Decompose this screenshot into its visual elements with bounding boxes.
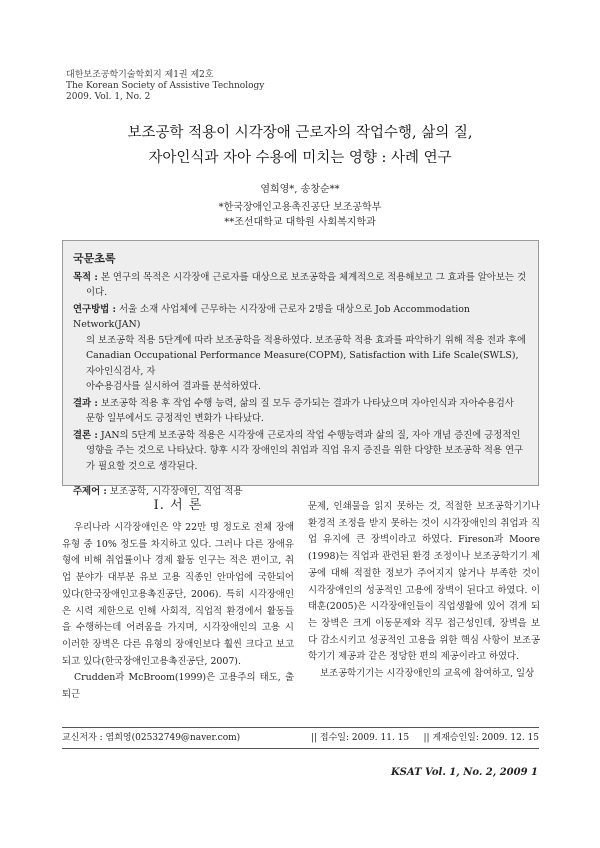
abstract-heading: 국문초록 [73, 252, 116, 265]
method-label: 연구방법 : [73, 303, 116, 315]
title-line-1: 보조공학 적용이 시각장애 근로자의 작업수행, 삶의 질, [127, 125, 473, 141]
body-paragraph: 문제, 인쇄물을 읽지 못하는 것, 적절한 보조공학기기나 환경적 조정을 받지 못하는 것이 시각장애인의 취업과 직업 유지에 큰 장벽이라고 하였다. Fireson과 Moore (1998)는 직업과 관련된 환경 조정이나 보조공학기기 제공에 대해 적절한 정보가 주어지지 않거나 부족한 것이 시각장애인의 성공적인 고용에 장벽이 된다고 하였다. 이태훈(2005)은 시각장애인들이 직업생활에 있어 겪게 되는 장벽은 크게 이동문제와 직무 접근성인데, 장벽을 보다 감소시키고 성공적인 고용을 위한 핵심 사항이 보조공학기기 제공과 같은 정당한 편의 제공이라고 하였다. [308, 501, 540, 663]
footnote-divider-bottom [62, 748, 539, 749]
abstract-conclusion [73, 428, 528, 475]
method-line: 의 보조공학 적용 5단계에 따라 보조공학을 적용하였다. 보조공학 적용 효과를 파악하기 위해 적용 전과 후에 [86, 334, 527, 346]
body-column-left [62, 497, 294, 704]
author-names: 염희영*, 송창순** [260, 184, 340, 195]
submission-dates [311, 731, 539, 745]
purpose-line: 이다. [86, 287, 108, 298]
body-paragraph: 우리나라 시각장애인은 약 22만 명 정도로 전체 장애유형 중 10% 정도를 차지하고 있다. 그러나 다른 장애유형에 비해 취업률이나 경제 활동 인구는 적은 편이고, 취업 분야가 대부분 유보 고용 직종인 안마업에 국한되어 있다(한국장애인고용촉진공단, 2006). 특히 시각장애인은 시력 제한으로 인해 사회적, 직업적 환경에서 활동들을 수행하는데 어려움을 가지며, 시각장애인의 고용 시 이러한 장벽은 다른 유형의 장애인보다 훨씬 크다고 보고되고 있다(한국장애인고용촉진공단, 2007). [62, 522, 294, 667]
body-column-right [308, 499, 540, 683]
result-line: 문항 일부에서도 긍정적인 변화가 나타났다. [86, 413, 264, 424]
author-affiliation-2: **조선대학교 대학원 사회복지학과 [224, 217, 376, 228]
author-affiliation-1: *한국장애인고용촉진공단 보조공학부 [218, 202, 382, 213]
abstract-purpose [73, 270, 528, 301]
page-footer: KSAT Vol. 1, No. 2, 2009 1 [390, 767, 538, 778]
received-date: || 접수일: 2009. 11. 15 [310, 733, 410, 743]
accepted-date: || 게재승인일: 2009. 12. 15 [423, 733, 539, 743]
footnote-divider-top [62, 727, 539, 728]
author-block [0, 182, 600, 230]
purpose-label: 목적 : [73, 271, 98, 283]
method-line: Canadian Occupational Performance Measure(COPM), Satisfaction with Life Scale(SWLS), 자아인식검사, 자 [86, 350, 519, 377]
journal-name-english: The Korean Society of Assistive Technology [66, 81, 265, 91]
paper-title [0, 121, 600, 171]
conclusion-label: 결론 : [73, 429, 98, 441]
conclusion-line: JAN의 5단계 보조공학 적용은 시각장애 근로자의 작업 수행능력과 삶의 질, 자아 개념 증진에 긍정적인 [100, 429, 521, 441]
journal-issue: 2009. Vol. 1, No. 2 [66, 92, 151, 102]
corresponding-author: 교신저자 : 염희영(02532749@naver.com) [62, 733, 241, 743]
keywords-value: 보조공학, 시각장애인, 직업 적용 [109, 486, 243, 497]
method-line: 아수용검사를 실시하여 결과를 분석하였다. [86, 381, 261, 392]
journal-header [66, 70, 264, 103]
conclusion-line: 영향을 주는 것으로 나타났다. 향후 시각 장애인의 취업과 직업 유지 증진을 위한 다양한 보조공학 적용 연구 [86, 445, 524, 456]
section-heading-introduction: Ⅰ. 서 론 [153, 498, 203, 513]
body-paragraph: Crudden과 McBroom(1999)은 고용주의 태도, 출퇴근 [62, 672, 294, 701]
journal-name-korean: 대한보조공학기술학회지 제1권 제2호 [66, 70, 214, 80]
abstract-method [73, 302, 528, 395]
keywords-label: 주제어 : [73, 486, 107, 497]
body-paragraph: 보조공학기기는 시각장애인의 교육에 참여하고, 일상 [320, 668, 535, 680]
result-line: 보조공학 적용 후 작업 수행 능력, 삶의 질 모두 증가되는 결과가 나타났으며 자아인식과 자아수용검사 [100, 397, 514, 409]
korean-abstract-box [62, 240, 539, 497]
abstract-result [73, 396, 528, 427]
purpose-line: 본 연구의 목적은 시각장애 근로자를 대상으로 보조공학을 체계적으로 적용해보고 그 효과를 알아보는 것 [100, 271, 527, 283]
conclusion-line: 가 필요할 것으로 생각된다. [86, 460, 198, 472]
result-label: 결과 : [73, 397, 98, 409]
title-line-2: 자아인식과 자아 수용에 미치는 영향 : 사례 연구 [148, 150, 452, 166]
method-line: 서울 소재 사업체에 근무하는 시각장애 근로자 2명을 대상으로 Job Accommodation Network(JAN) [73, 303, 470, 330]
